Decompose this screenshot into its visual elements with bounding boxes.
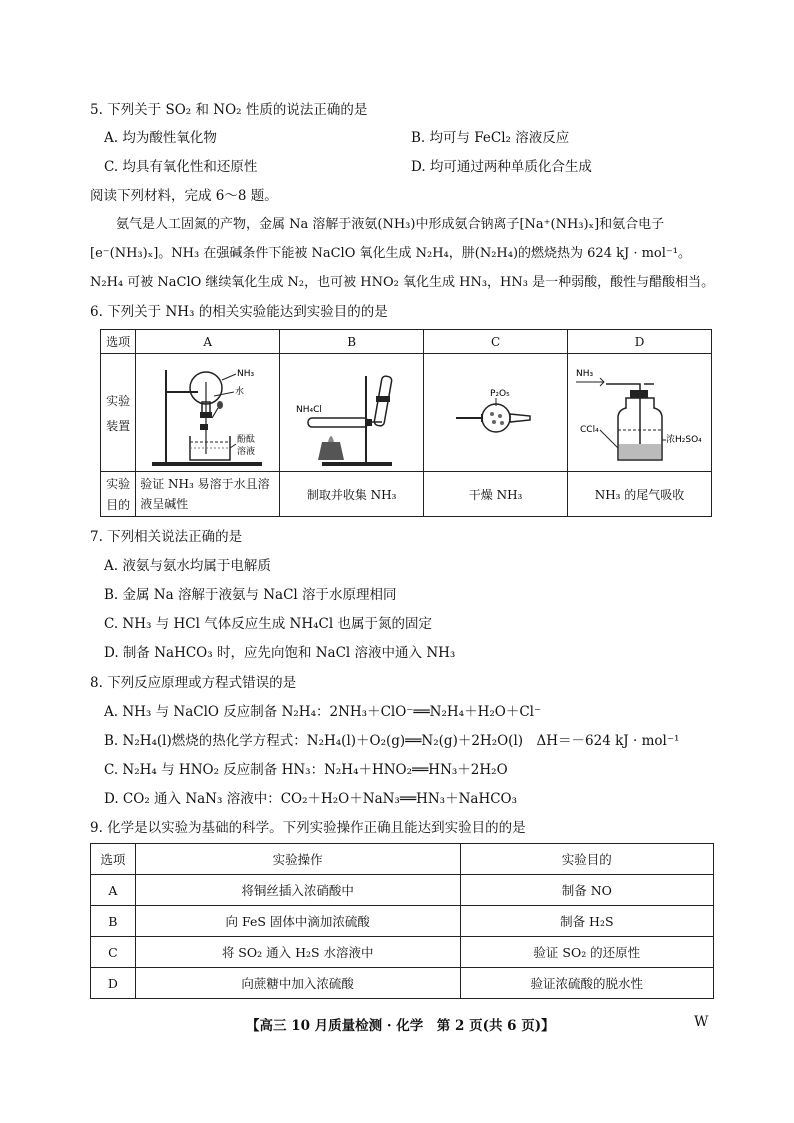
q6-stem: 6. 下列关于 NH₃ 的相关实验能达到实验目的的是: [90, 304, 388, 320]
q6-device-label-1: 实验: [106, 393, 131, 408]
q7-option-d: D. 制备 NaHCO₃ 时，应先向饱和 NaCl 溶液中通入 NH₃: [104, 645, 456, 661]
label-ccl4: CCl₄: [579, 424, 599, 435]
q9-purpose-d: 验证浓硫酸的脱水性: [460, 968, 713, 999]
q5-option-a: A. 均为酸性氧化物: [104, 130, 217, 146]
reading-line-1: 氨气是人工固氮的产物，金属 Na 溶解于液氨(NH₃)中形成氨合钠离子[Na⁺(NH₃)ₓ]和氨合电子: [116, 217, 665, 232]
q9-operation-d: 向蔗糖中加入浓硫酸: [135, 968, 460, 999]
q9-header-operation: 实验操作: [135, 844, 460, 875]
q7-stem: 7. 下列相关说法正确的是: [90, 529, 243, 545]
q9-option-b: B: [91, 906, 136, 937]
q9-stem: 9. 化学是以实验为基础的科学。下列实验操作正确且能达到实验目的的是: [90, 820, 526, 836]
footer-mark: W: [694, 1014, 709, 1030]
q9-option-d: D: [91, 968, 136, 999]
q9-purpose-b: 制备 H₂S: [460, 906, 713, 937]
table-row: [91, 906, 714, 937]
label-p2o5: P₂O₅: [489, 388, 510, 399]
q8-stem: 8. 下列反应原理或方程式错误的是: [90, 675, 297, 691]
q6-apparatus-c: [424, 354, 568, 472]
q6-purpose-d: NH₃ 的尾气吸收: [568, 472, 712, 517]
q5-option-c: C. 均具有氧化性和还原性: [104, 159, 258, 175]
q8-option-c: C. N₂H₄ 与 HNO₂ 反应制备 HN₃：N₂H₄＋HNO₂══HN₃＋2H₂O: [104, 762, 508, 778]
label-water-a: 水: [234, 386, 244, 397]
q9-header-purpose: 实验目的: [460, 844, 713, 875]
q6-header-a: A: [136, 330, 280, 354]
q6-purpose-c: 干燥 NH₃: [424, 472, 568, 517]
label-phenolphthalein: 酚酞: [236, 434, 255, 445]
q9-operation-b: 向 FeS 固体中滴加浓硫酸: [135, 906, 460, 937]
q6-table: [100, 329, 712, 517]
q6-apparatus-d: [568, 354, 712, 472]
q5-option-d: D. 均可通过两种单质化合生成: [411, 159, 592, 175]
q7-option-b: B. 金属 Na 溶解于液氨与 NaCl 溶于水原理相同: [104, 587, 397, 603]
table-row: [91, 968, 714, 999]
q9-table: [90, 843, 714, 999]
label-conc-h2so4: 浓H₂SO₄: [665, 434, 702, 445]
drying-tube-icon: [426, 356, 566, 470]
q8-option-b: B. N₂H₄(l)燃烧的热化学方程式：N₂H₄(l)＋O₂(g)══N₂(g)＋2H₂O(l) ΔH＝－624 kJ · mol⁻¹: [104, 733, 680, 749]
page-footer: 【高三 10 月质量检测 · 化学 第 2 页(共 6 页)】: [246, 1018, 555, 1034]
q6-header-c: C: [424, 330, 568, 354]
q6-header-b: B: [280, 330, 424, 354]
q9-purpose-c: 验证 SO₂ 的还原性: [460, 937, 713, 968]
table-row: [91, 937, 714, 968]
reading-line-2: [e⁻(NH₃)ₓ]。NH₃ 在强碱条件下能被 NaClO 氧化生成 N₂H₄，肼(N₂H₄)的燃烧热为 624 kJ · mol⁻¹。: [90, 246, 691, 261]
gas-washing-bottle-icon: [570, 356, 710, 470]
reading-line-3: N₂H₄ 可被 NaClO 继续氧化生成 N₂，也可被 HNO₂ 氧化生成 HN₃，HN₃ 是一种弱酸，酸性与醋酸相当。: [90, 275, 715, 290]
label-nh3-d: NH₃: [575, 368, 593, 379]
q9-operation-c: 将 SO₂ 通入 H₂S 水溶液中: [135, 937, 460, 968]
q6-purpose-label-1: 实验: [106, 477, 131, 491]
q9-purpose-a: 制备 NO: [460, 875, 713, 906]
q6-purpose-label-2: 目的: [106, 498, 131, 512]
q6-apparatus-a: [136, 354, 280, 472]
q9-option-c: C: [91, 937, 136, 968]
fountain-apparatus-icon: [138, 356, 278, 470]
q6-header-d: D: [568, 330, 712, 354]
q6-purpose-a: 验证 NH₃ 易溶于水且溶液呈碱性: [136, 472, 280, 517]
q5-stem: 5. 下列关于 SO₂ 和 NO₂ 性质的说法正确的是: [90, 102, 368, 118]
q7-option-c: C. NH₃ 与 HCl 气体反应生成 NH₄Cl 也属于氮的固定: [104, 616, 432, 632]
q6-header-option: 选项: [101, 330, 136, 354]
q9-operation-a: 将铜丝插入浓硝酸中: [135, 875, 460, 906]
label-nh3-a: NH₃: [236, 368, 254, 379]
q8-option-a: A. NH₃ 与 NaClO 反应制备 N₂H₄：2NH₃＋ClO⁻══N₂H₄＋H₂O＋Cl⁻: [104, 704, 542, 720]
q9-header-option: 选项: [91, 844, 136, 875]
q8-option-d: D. CO₂ 通入 NaN₃ 溶液中：CO₂＋H₂O＋NaN₃══HN₃＋NaHCO₃: [104, 791, 518, 807]
q9-option-a: A: [91, 875, 136, 906]
heating-collection-apparatus-icon: [282, 356, 422, 470]
q5-option-b: B. 均可与 FeCl₂ 溶液反应: [411, 130, 570, 146]
q6-device-label-2: 装置: [106, 418, 131, 433]
q6-row-purpose-label: [101, 472, 136, 517]
table-row: [91, 875, 714, 906]
reading-intro: 阅读下列材料，完成 6～8 题。: [90, 188, 278, 204]
label-solution: 溶液: [236, 446, 255, 457]
q6-purpose-b: 制取并收集 NH₃: [280, 472, 424, 517]
label-nh4cl: NH₄Cl: [295, 404, 322, 415]
q7-option-a: A. 液氨与氨水均属于电解质: [104, 558, 271, 574]
q6-row-device-label: [101, 354, 136, 472]
q6-apparatus-b: [280, 354, 424, 472]
